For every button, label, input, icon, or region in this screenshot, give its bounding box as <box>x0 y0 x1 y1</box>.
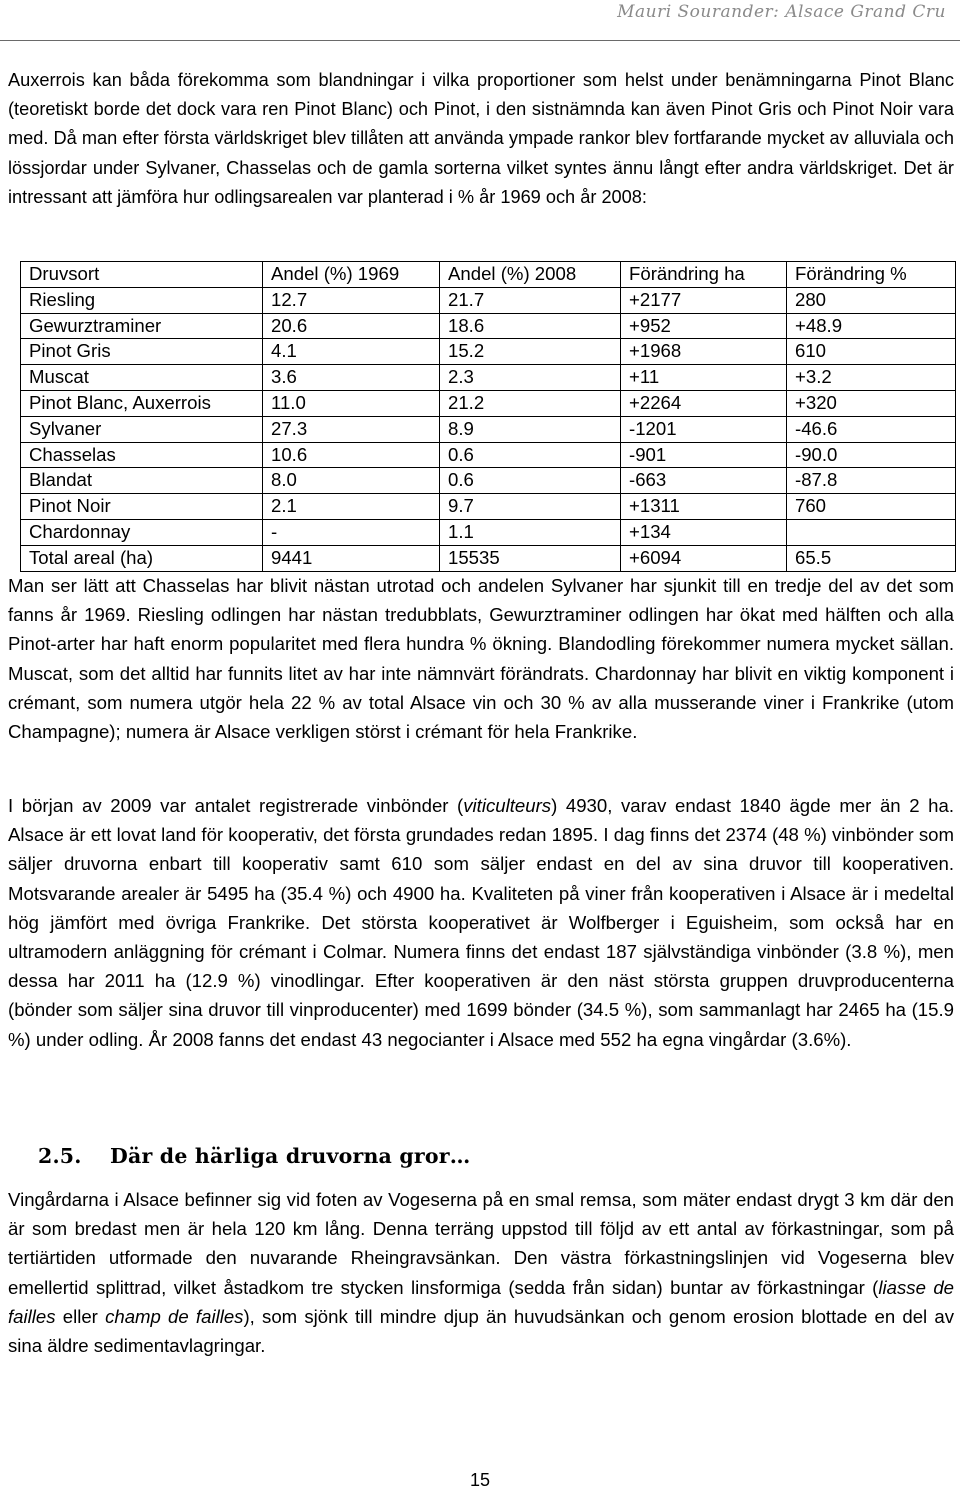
section-heading <box>38 1144 471 1168</box>
after-table-block <box>8 571 954 746</box>
table-cell: 21.7 <box>440 287 621 313</box>
table-row <box>21 416 956 442</box>
table-cell: -46.6 <box>787 416 956 442</box>
table-cell: 10.6 <box>263 442 440 468</box>
table-cell: 8.9 <box>440 416 621 442</box>
table-cell: +11 <box>621 365 787 391</box>
table-cell: 8.0 <box>263 468 440 494</box>
table-cell: 2.1 <box>263 494 440 520</box>
table-row <box>21 365 956 391</box>
table-cell: Sylvaner <box>21 416 263 442</box>
table-cell: Total areal (ha) <box>21 545 263 571</box>
table-cell: 15.2 <box>440 339 621 365</box>
table-cell: 18.6 <box>440 313 621 339</box>
table-cell: 0.6 <box>440 442 621 468</box>
header-cell: Förändring ha <box>621 262 787 288</box>
table-cell: -1201 <box>621 416 787 442</box>
coop-text-a: I början av 2009 var antalet registrerade vinbönder ( <box>8 795 464 816</box>
table-cell: Chardonnay <box>21 519 263 545</box>
table-cell <box>787 519 956 545</box>
table-cell: Pinot Blanc, Auxerrois <box>21 390 263 416</box>
header-cell: Förändring % <box>787 262 956 288</box>
table-cell: -90.0 <box>787 442 956 468</box>
table-cell: 9441 <box>263 545 440 571</box>
geo-text-b: ), som sjönk till mindre djup än huvudsänkan och genom erosion blottade en del av sina äldre sedimentavlagringar. <box>8 1305 954 1357</box>
table-cell: +1968 <box>621 339 787 365</box>
table-header-row <box>21 262 956 288</box>
table-cell: 280 <box>787 287 956 313</box>
table-row <box>21 313 956 339</box>
table-row <box>21 390 956 416</box>
table-cell: 15535 <box>440 545 621 571</box>
table-cell: -87.8 <box>787 468 956 494</box>
table-cell: 20.6 <box>263 313 440 339</box>
coop-text-b: ) 4930, varav endast 1840 ägde mer än 2 ha. Alsace är ett lovat land för kooperativ, det första grundades redan 1895. I dag finns det 2374 (48 %) vinbönder som säljer druvorna enbart till kooperativ samt 610 som säljer endast en del av sina druvor till kooperativen. Motsvarande arealer är 5495 ha (35.4 %) och 4900 ha. Kvaliteten på viner från kooperativen i Alsace är i medeltal hög jämfört med övriga Frankrike. Det största kooperativet är Wolfberger i Eguisheim, som också har en ultramodern anläggning för crémant i Colmar. Numera finns det endast 187 självständiga vinbönder (3.8 %), men dessa har 2011 ha (12.9 %) vinodlingar. Efter kooperativen är den näst största gruppen druvproducenterna (bönder som säljer sina druvor till vinproducenter) med 1699 bönder (34.5 %), som sammanlagt har 2465 ha (15.9 %) under odling. År 2008 fanns det endast 43 negocianter i Alsace med 552 ha egna vingårdar (3.6%). <box>8 795 954 1050</box>
table-row <box>21 287 956 313</box>
table-cell: 9.7 <box>440 494 621 520</box>
table-cell: +134 <box>621 519 787 545</box>
table-cell: Gewurztraminer <box>21 313 263 339</box>
table-row <box>21 442 956 468</box>
header-divider <box>0 40 960 41</box>
table-cell: Chasselas <box>21 442 263 468</box>
table-cell: 760 <box>787 494 956 520</box>
table-cell: Muscat <box>21 365 263 391</box>
table-cell: +48.9 <box>787 313 956 339</box>
table-cell: 11.0 <box>263 390 440 416</box>
table-cell: 4.1 <box>263 339 440 365</box>
header-cell: Druvsort <box>21 262 263 288</box>
cooperatives-block <box>8 791 954 1054</box>
geology-block <box>8 1185 954 1360</box>
table-cell: +1311 <box>621 494 787 520</box>
header-cell: Andel (%) 1969 <box>263 262 440 288</box>
geo-term-1: liasse de failles <box>8 1276 955 1327</box>
table-row <box>21 468 956 494</box>
table-cell: Pinot Gris <box>21 339 263 365</box>
page-number: 15 <box>469 1470 491 1490</box>
table-cell: +2177 <box>621 287 787 313</box>
table-cell: Blandat <box>21 468 263 494</box>
table-cell: 12.7 <box>263 287 440 313</box>
table-cell: Pinot Noir <box>21 494 263 520</box>
table-cell: +3.2 <box>787 365 956 391</box>
intro-paragraph: Auxerrois kan båda förekomma som blandningar i vilka proportioner som helst under benämningarna Pinot Blanc (teoretiskt borde det dock vara ren Pinot Blanc) och Pinot, i den sistnämnda kan även Pinot Gris och Pinot Noir vara med. Då man efter första världskriget blev tillåten att använda ympade rankor blev fortfarande mycket av alluviala och lössjordar under Sylvaner, Chasselas och de gamla sorterna vilket syntes ännu långt efter andra världskriget. Det är intressant att jämföra hur odlingsarealen var planterad i % år 1969 och år 2008: <box>8 70 954 207</box>
coop-term: viticulteurs <box>463 795 552 816</box>
geo-term-2: champ de failles <box>105 1305 244 1327</box>
geo-text-a: Vingårdarna i Alsace befinner sig vid foten av Vogeserna på en smal remsa, som mäter endast drygt 3 km där den är som bredast men är hela 120 km lång. Denna terräng uppstod till följd av ett antal av förkastningar, som på tertiärtiden utformade den nuvarande Rheingravsänkan. Den västra förkastningslinjen vid Vogeserna blev emellertid splittrad, vilket åstadkom tre stycken linsformiga (sedda från sidan) buntar av förkastningar ( <box>8 1189 954 1298</box>
table-cell: 21.2 <box>440 390 621 416</box>
cooperatives-paragraph <box>8 791 954 1054</box>
intro-paragraph-block <box>8 66 954 212</box>
table-cell: 0.6 <box>440 468 621 494</box>
table-cell: 2.3 <box>440 365 621 391</box>
table-row <box>21 519 956 545</box>
table-cell: - <box>263 519 440 545</box>
table-cell: 1.1 <box>440 519 621 545</box>
table-row <box>21 494 956 520</box>
table-cell: -901 <box>621 442 787 468</box>
geo-text-mid: eller <box>55 1305 106 1327</box>
table-cell: +2264 <box>621 390 787 416</box>
table-cell: +952 <box>621 313 787 339</box>
section-title: Där de härliga druvorna gror… <box>110 1144 471 1168</box>
header-cell: Andel (%) 2008 <box>440 262 621 288</box>
running-header: Mauri Sourander: Alsace Grand Cru <box>617 2 946 22</box>
table-cell: -663 <box>621 468 787 494</box>
table-row <box>21 545 956 571</box>
table-cell: 27.3 <box>263 416 440 442</box>
after-table-paragraph: Man ser lätt att Chasselas har blivit nästan utrotad och andelen Sylvaner har sjunkit till en tredje del av det som fanns år 1969. Riesling odlingen har nästan tredubblats, Gewurztraminer odlingen har ökat med hälften och alla Pinot-arter har haft enorm popularitet med flera hundra % ökning. Blandodling förekommer numera mycket sällan. Muscat, som det alltid har funnits litet av har inte nämnvärt förändrats. Chardonnay har blivit en viktig komponent i crémant, som numera utgör hela 22 % av total Alsace vin och 30 % av alla musserande viner i Frankrike (utom Champagne); numera är Alsace verkligen störst i crémant för hela Frankrike. <box>8 575 954 743</box>
table-row <box>21 339 956 365</box>
table-cell: +320 <box>787 390 956 416</box>
section-number: 2.5. <box>38 1144 82 1168</box>
table-cell: Riesling <box>21 287 263 313</box>
variety-area-table <box>20 261 956 572</box>
table-cell: +6094 <box>621 545 787 571</box>
variety-table-wrap <box>20 261 956 572</box>
geology-paragraph <box>8 1185 954 1360</box>
table-cell: 3.6 <box>263 365 440 391</box>
table-cell: 610 <box>787 339 956 365</box>
table-cell: 65.5 <box>787 545 956 571</box>
